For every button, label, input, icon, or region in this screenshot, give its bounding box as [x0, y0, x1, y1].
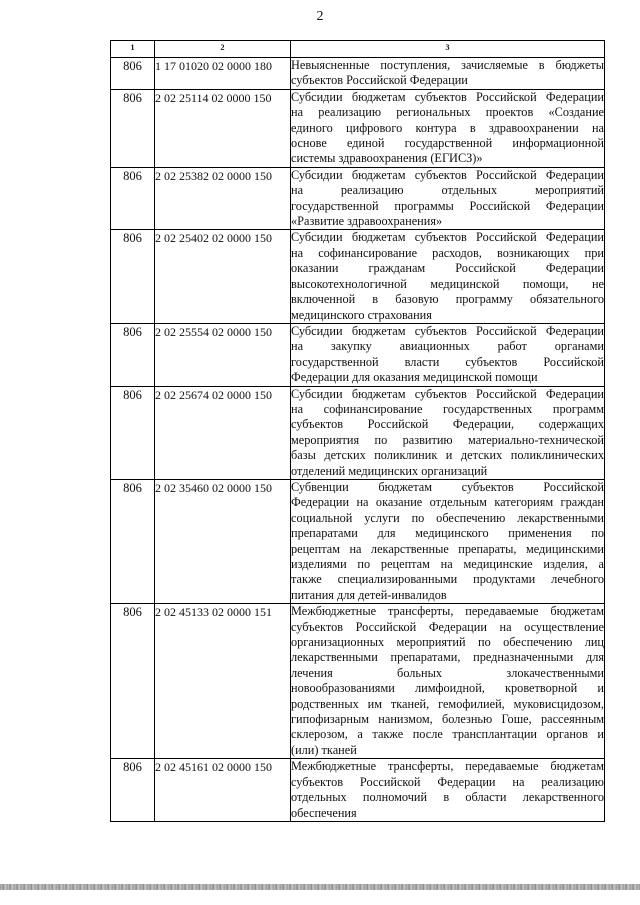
revenue-name-line: социальной услуги по обеспечению лекарственными — [291, 510, 604, 525]
scan-edge-strip — [0, 884, 640, 890]
table-row — [111, 230, 605, 323]
revenue-name-line: медицинского страхования — [291, 307, 432, 322]
admin-code-cell: 806 — [111, 386, 155, 479]
revenue-name-line: Невыясненные поступления, зачисляемые в бюджеты — [291, 58, 604, 72]
revenue-name-line: Субвенции бюджетам субъектов Российской — [291, 479, 604, 494]
revenue-name-line: Федерации для оказания медицинской помощи — [291, 370, 538, 385]
revenue-name-line: обеспечения — [291, 805, 357, 820]
budget-classification-code-cell: 2 02 45133 02 0000 151 — [155, 604, 291, 759]
budget-classification-code-cell: 2 02 45161 02 0000 150 — [155, 759, 291, 822]
revenue-name-line: государственной программы Российской Федерации — [291, 198, 604, 213]
revenue-name-line: «Развитие здравоохранения» — [291, 214, 443, 229]
revenue-name-line: препаратами для медицинского применения по — [291, 526, 604, 541]
revenue-name-line: на реализацию региональных проектов «Создание — [291, 105, 604, 120]
column-header-3: 3 — [291, 41, 605, 58]
table-row — [111, 386, 605, 479]
table-row — [111, 58, 605, 90]
revenue-name-line: отдельных полномочий в области лекарственного — [291, 790, 604, 805]
revenue-name-line: новообразованиями лимфоидной, кроветворной и — [291, 681, 604, 696]
revenue-name-line: отделений медицинских организаций — [291, 463, 488, 478]
column-header-2: 2 — [155, 41, 291, 58]
admin-code-cell: 806 — [111, 58, 155, 90]
table-header-row — [111, 41, 605, 58]
revenue-name-line: Субсидии бюджетам субъектов Российской Федерации — [291, 323, 604, 338]
revenue-name-line: государственной власти субъектов Российской — [291, 354, 604, 369]
revenue-name-line: субъектов Российской Федерации — [291, 73, 468, 88]
admin-code-cell: 806 — [111, 604, 155, 759]
page-number: 2 — [316, 9, 324, 24]
revenue-name-line: питания для детей-инвалидов — [291, 587, 447, 602]
revenue-name-line: мероприятия по развитию материально-технической — [291, 432, 604, 447]
table-row — [111, 89, 605, 167]
admin-code-cell: 806 — [111, 230, 155, 323]
revenue-name-cell — [291, 759, 605, 822]
revenue-name-cell — [291, 89, 605, 167]
revenue-name-line: единого цифрового контура в здравоохранении на — [291, 120, 604, 135]
revenue-name-line: основе единой государственной информационной — [291, 136, 604, 151]
budget-classification-code-cell: 2 02 25554 02 0000 150 — [155, 323, 291, 386]
budget-classification-code-cell: 2 02 25114 02 0000 150 — [155, 89, 291, 167]
admin-code-cell: 806 — [111, 323, 155, 386]
revenue-name-cell — [291, 323, 605, 386]
revenue-name-line: Субсидии бюджетам субъектов Российской Федерации — [291, 89, 604, 104]
revenue-name-line: Межбюджетные трансферты, передаваемые бюджетам — [291, 604, 604, 619]
revenue-name-line: родственных им тканей, гемофилией, муковисцидозом, — [291, 696, 604, 711]
table-row — [111, 759, 605, 822]
revenue-name-cell — [291, 58, 605, 90]
revenue-name-cell — [291, 167, 605, 230]
budget-classification-code-cell: 2 02 25674 02 0000 150 — [155, 386, 291, 479]
revenue-name-line: также специализированными продуктами лечебного — [291, 572, 604, 587]
revenue-name-line: склерозом, а также после трансплантации органов и — [291, 727, 604, 742]
revenue-name-line: Федерации на оказание отдельным категориям граждан — [291, 495, 604, 510]
revenue-name-line: Межбюджетные трансферты, передаваемые бюджетам — [291, 759, 604, 774]
revenue-name-line: базы детских поликлиник и детских поликлинических — [291, 448, 604, 463]
revenue-name-line: Субсидии бюджетам субъектов Российской Федерации — [291, 386, 604, 401]
revenue-name-line: системы здравоохранения (ЕГИСЗ)» — [291, 151, 483, 166]
revenue-name-cell — [291, 230, 605, 323]
revenue-name-line: Субсидии бюджетам субъектов Российской Федерации — [291, 167, 604, 182]
revenue-name-line: на софинансирование государственных программ — [291, 401, 604, 416]
revenue-name-line: лекарственными препаратами, предназначенными для — [291, 650, 604, 665]
table-row — [111, 479, 605, 603]
table-row — [111, 604, 605, 759]
revenue-name-line: субъектов Российской Федерации на осуществление — [291, 619, 604, 634]
revenue-name-line: лечения больных злокачественными — [291, 665, 604, 680]
budget-classification-code-cell: 1 17 01020 02 0000 180 — [155, 58, 291, 90]
revenue-name-line: на софинансирование расходов, возникающих при — [291, 245, 604, 260]
revenue-name-line: рецептам на лекарственные препараты, медицинскими — [291, 541, 604, 556]
revenue-name-line: оказании гражданам Российской Федерации — [291, 261, 604, 276]
revenue-name-line: организационных мероприятий по обеспечению лиц — [291, 635, 604, 650]
admin-code-cell: 806 — [111, 479, 155, 603]
budget-classification-code-cell: 2 02 35460 02 0000 150 — [155, 479, 291, 603]
column-header-1: 1 — [111, 41, 155, 58]
admin-code-cell: 806 — [111, 167, 155, 230]
revenue-name-line: на закупку авиационных работ органами — [291, 339, 604, 354]
revenue-name-line: включенной в базовую программу обязательного — [291, 292, 604, 307]
admin-code-cell: 806 — [111, 89, 155, 167]
budget-classification-code-cell: 2 02 25382 02 0000 150 — [155, 167, 291, 230]
revenue-name-line: высокотехнологичной медицинской помощи, не — [291, 276, 604, 291]
revenue-name-line: гипофизарным нанизмом, болезнью Гоше, рассеянным — [291, 712, 604, 727]
revenue-name-line: на реализацию отдельных мероприятий — [291, 183, 604, 198]
revenue-name-line: (или) тканей — [291, 742, 357, 757]
revenue-name-cell — [291, 479, 605, 603]
revenue-name-cell — [291, 386, 605, 479]
admin-code-cell: 806 — [111, 759, 155, 822]
revenue-codes-table — [110, 40, 605, 822]
budget-classification-code-cell: 2 02 25402 02 0000 150 — [155, 230, 291, 323]
table-row — [111, 167, 605, 230]
revenue-name-line: субъектов Российской Федерации, содержащих — [291, 417, 604, 432]
revenue-name-cell — [291, 604, 605, 759]
revenue-name-line: субъектов Российской Федерации на реализацию — [291, 774, 604, 789]
table-row — [111, 323, 605, 386]
revenue-name-line: изделиями по рецептам на медицинские изделия, а — [291, 557, 604, 571]
revenue-name-line: Субсидии бюджетам субъектов Российской Федерации — [291, 230, 604, 245]
